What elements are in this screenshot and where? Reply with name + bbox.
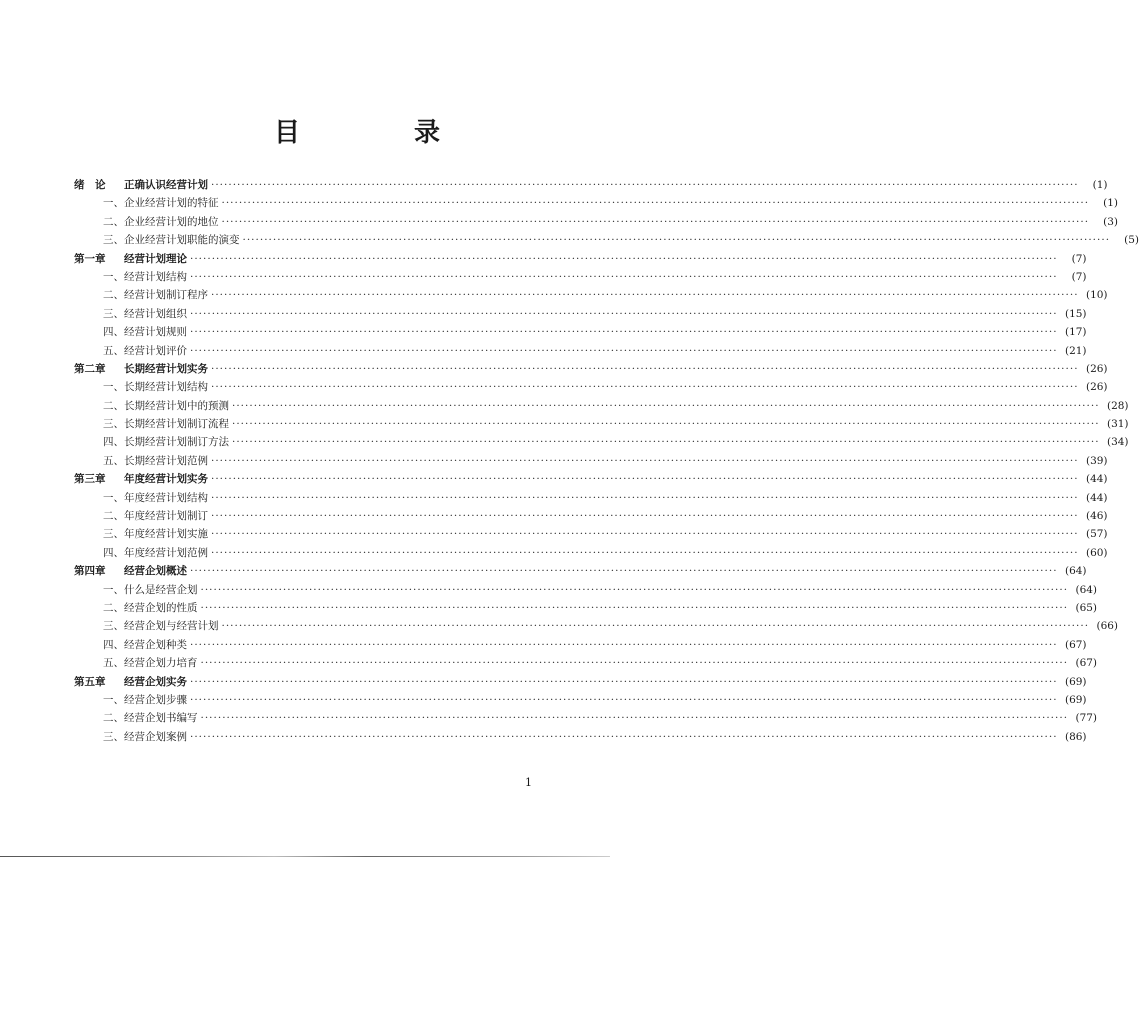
toc-section-entry xyxy=(74,507,1108,525)
toc-entry-heading: 经营企划种类 xyxy=(124,638,187,651)
toc-entry-label: 三、 xyxy=(103,730,124,743)
toc-entry-heading: 企业经营计划的地位 xyxy=(124,215,219,228)
page-number: 1 xyxy=(525,776,532,789)
dot-leader: ········································································································································································································ xyxy=(200,712,1069,725)
toc-entry-heading: 年度经营计划实务 xyxy=(124,473,208,486)
toc-section-entry xyxy=(74,268,1087,286)
dot-leader: ········································································································································································································ xyxy=(211,362,1079,375)
toc-entry-label: 三、 xyxy=(103,234,124,247)
toc-entry-label: 五、 xyxy=(103,454,124,467)
toc-section-entry xyxy=(74,194,1119,212)
toc-entry-label: 第五章 xyxy=(74,675,106,688)
toc-entry-page: (86) xyxy=(1064,730,1087,743)
dot-leader: ········································································································································································································ xyxy=(242,234,1111,247)
toc-entry-label: 五、 xyxy=(103,344,124,357)
dot-leader: ········································································································································································································ xyxy=(190,344,1058,357)
toc-entry-heading: 经营企划书编写 xyxy=(124,712,198,725)
toc-entry-page: (67) xyxy=(1064,638,1087,651)
toc-entry-heading: 经营计划评价 xyxy=(124,344,187,357)
dot-leader: ········································································································································································································ xyxy=(200,583,1069,596)
toc-entry-label: 四、 xyxy=(103,638,124,651)
toc-section-entry xyxy=(74,489,1108,507)
toc-entry-page: (5) xyxy=(1124,234,1139,247)
toc-entry-heading: 经营企划与经营计划 xyxy=(124,620,219,633)
toc-section-entry xyxy=(74,452,1108,470)
dot-leader: ········································································································································································································ xyxy=(190,565,1058,578)
toc-section-entry xyxy=(74,728,1087,746)
toc-entry-page: (7) xyxy=(1071,252,1087,265)
toc-entry-page: (15) xyxy=(1064,307,1087,320)
toc-entry-heading: 什么是经营企划 xyxy=(124,583,198,596)
toc-entry-heading: 经营计划结构 xyxy=(124,270,187,283)
toc-section-entry xyxy=(74,213,1119,231)
toc-entry-label: 二、 xyxy=(103,712,124,725)
toc-section-entry xyxy=(74,433,1129,451)
toc-section-entry xyxy=(74,691,1087,709)
toc-entry-page: (1) xyxy=(1103,197,1119,210)
toc-entry-heading: 经营企划案例 xyxy=(124,730,187,743)
dot-leader: ········································································································································································································ xyxy=(221,620,1090,633)
toc-entry-heading: 经营企划步骤 xyxy=(124,693,187,706)
toc-entry-label: 二、 xyxy=(103,215,124,228)
toc-entry-label: 三、 xyxy=(103,307,124,320)
toc-section-entry xyxy=(74,654,1098,672)
toc-entry-heading: 长期经营计划实务 xyxy=(124,362,208,375)
dot-leader: ········································································································································································································ xyxy=(211,546,1079,559)
toc-entry-heading: 企业经营计划职能的演变 xyxy=(124,234,240,247)
dot-leader: ········································································································································································································ xyxy=(190,693,1058,706)
toc-entry-label: 三、 xyxy=(103,528,124,541)
toc-entry-page: (67) xyxy=(1075,657,1098,670)
dot-leader: ········································································································································································································ xyxy=(190,730,1058,743)
toc-entry-page: (60) xyxy=(1085,546,1108,559)
dot-leader: ········································································································································································································ xyxy=(211,473,1079,486)
toc-entry-page: (28) xyxy=(1106,399,1129,412)
toc-entry-page: (69) xyxy=(1064,693,1087,706)
toc-entry-label: 二、 xyxy=(103,510,124,523)
dot-leader: ········································································································································································································ xyxy=(211,289,1079,302)
toc-entry-page: (21) xyxy=(1064,344,1087,357)
toc-entry-label: 第四章 xyxy=(74,565,106,578)
dot-leader: ········································································································································································································ xyxy=(190,675,1058,688)
toc-section-entry xyxy=(74,397,1129,415)
toc-section-entry xyxy=(74,286,1108,304)
toc-entry-heading: 经营计划规则 xyxy=(124,326,187,339)
dot-leader: ········································································································································································································ xyxy=(221,197,1090,210)
toc-chapter-entry xyxy=(74,470,1108,488)
toc-section-entry xyxy=(74,305,1087,323)
toc-entry-label: 二、 xyxy=(103,601,124,614)
dot-leader: ········································································································································································································ xyxy=(211,381,1079,394)
toc-section-entry xyxy=(74,544,1108,562)
toc-entry-heading: 长期经营计划制订方法 xyxy=(124,436,229,449)
toc-entry-page: (26) xyxy=(1085,362,1108,375)
dot-leader: ········································································································································································································ xyxy=(190,270,1058,283)
toc-chapter-entry xyxy=(74,176,1108,194)
toc-chapter-entry xyxy=(74,250,1087,268)
toc-entry-label: 四、 xyxy=(103,546,124,559)
dot-leader: ········································································································································································································ xyxy=(211,454,1079,467)
toc-entry-heading: 年度经营计划范例 xyxy=(124,546,208,559)
toc-entry-heading: 长期经营计划中的预测 xyxy=(124,399,229,412)
toc-entry-page: (77) xyxy=(1075,712,1098,725)
dot-leader: ········································································································································································································ xyxy=(200,657,1069,670)
dot-leader: ········································································································································································································ xyxy=(232,399,1100,412)
toc-entry-page: (3) xyxy=(1103,215,1119,228)
toc-section-entry xyxy=(74,709,1098,727)
toc-entry-page: (10) xyxy=(1085,289,1108,302)
toc-entry-heading: 长期经营计划结构 xyxy=(124,381,208,394)
toc-entry-page: (44) xyxy=(1085,491,1108,504)
toc-entry-label: 四、 xyxy=(103,436,124,449)
toc-entry-heading: 经营企划力培育 xyxy=(124,657,198,670)
toc-entry-page: (69) xyxy=(1064,675,1087,688)
dot-leader: ········································································································································································································ xyxy=(200,601,1069,614)
toc-entry-page: (7) xyxy=(1071,270,1087,283)
toc-entry-label: 五、 xyxy=(103,657,124,670)
toc-entry-label: 一、 xyxy=(103,583,124,596)
toc-entry-page: (39) xyxy=(1085,454,1108,467)
toc-section-entry xyxy=(74,342,1087,360)
toc-entry-heading: 长期经营计划范例 xyxy=(124,454,208,467)
page-title: 目 录 xyxy=(273,118,484,148)
toc-entry-heading: 经营计划理论 xyxy=(124,252,187,265)
toc-entry-page: (17) xyxy=(1064,326,1087,339)
toc-entry-page: (34) xyxy=(1106,436,1129,449)
toc-section-entry xyxy=(74,599,1098,617)
dot-leader: ········································································································································································································ xyxy=(190,252,1058,265)
toc-entry-label: 三、 xyxy=(103,620,124,633)
toc-chapter-entry xyxy=(74,673,1087,691)
toc-entry-page: (57) xyxy=(1085,528,1108,541)
toc-entry-label: 四、 xyxy=(103,326,124,339)
toc-entry-label: 第三章 xyxy=(74,473,106,486)
toc-entry-page: (64) xyxy=(1075,583,1098,596)
toc-section-entry xyxy=(74,323,1087,341)
toc-entry-heading: 长期经营计划制订流程 xyxy=(124,418,229,431)
toc-entry-page: (64) xyxy=(1064,565,1087,578)
dot-leader: ········································································································································································································ xyxy=(190,307,1058,320)
toc-entry-label: 绪 论 xyxy=(74,179,106,191)
toc-entry-heading: 经营企划概述 xyxy=(124,565,187,578)
toc-entry-label: 一、 xyxy=(103,693,124,706)
toc-entry-page: (26) xyxy=(1085,381,1108,394)
toc-entry-label: 一、 xyxy=(103,197,124,210)
dot-leader: ········································································································································································································ xyxy=(221,215,1090,228)
dot-leader: ········································································································································································································ xyxy=(211,491,1079,504)
toc-entry-heading: 年度经营计划实施 xyxy=(124,528,208,541)
toc-entry-page: (66) xyxy=(1096,620,1119,633)
toc-chapter-entry xyxy=(74,360,1108,378)
toc-section-entry xyxy=(74,525,1108,543)
toc-entry-heading: 年度经营计划制订 xyxy=(124,510,208,523)
dot-leader: ········································································································································································································ xyxy=(232,418,1100,431)
toc-entry-heading: 经营计划制订程序 xyxy=(124,289,208,302)
toc-entry-page: (46) xyxy=(1085,510,1108,523)
toc-entry-label: 第一章 xyxy=(74,252,106,265)
toc-section-entry xyxy=(74,231,1139,249)
toc-entry-heading: 年度经营计划结构 xyxy=(124,491,208,504)
toc-entry-page: (44) xyxy=(1085,473,1108,486)
toc-entry-label: 一、 xyxy=(103,491,124,504)
toc-entry-label: 一、 xyxy=(103,381,124,394)
toc-entry-heading: 经营计划组织 xyxy=(124,307,187,320)
toc-entry-page: (1) xyxy=(1092,179,1108,191)
table-of-contents xyxy=(74,176,1139,746)
toc-entry-label: 二、 xyxy=(103,289,124,302)
toc-entry-page: (65) xyxy=(1075,601,1098,614)
toc-entry-heading: 企业经营计划的特征 xyxy=(124,197,219,210)
toc-section-entry xyxy=(74,378,1108,396)
toc-entry-heading: 经营企划的性质 xyxy=(124,601,198,614)
toc-entry-label: 三、 xyxy=(103,418,124,431)
toc-entry-heading: 正确认识经营计划 xyxy=(124,179,208,191)
dot-leader: ········································································································································································································ xyxy=(211,528,1079,541)
dot-leader: ········································································································································································································ xyxy=(211,179,1079,191)
toc-entry-heading: 经营企划实务 xyxy=(124,675,187,688)
toc-entry-label: 二、 xyxy=(103,399,124,412)
dot-leader: ········································································································································································································ xyxy=(190,326,1058,339)
toc-entry-label: 第二章 xyxy=(74,362,106,375)
scan-edge-line xyxy=(0,856,610,857)
toc-section-entry xyxy=(74,636,1087,654)
toc-section-entry xyxy=(74,617,1119,635)
dot-leader: ········································································································································································································ xyxy=(232,436,1100,449)
toc-entry-label: 一、 xyxy=(103,270,124,283)
toc-section-entry xyxy=(74,415,1129,433)
dot-leader: ········································································································································································································ xyxy=(190,638,1058,651)
toc-entry-page: (31) xyxy=(1106,418,1129,431)
dot-leader: ········································································································································································································ xyxy=(211,510,1079,523)
toc-section-entry xyxy=(74,581,1098,599)
toc-chapter-entry xyxy=(74,562,1087,580)
